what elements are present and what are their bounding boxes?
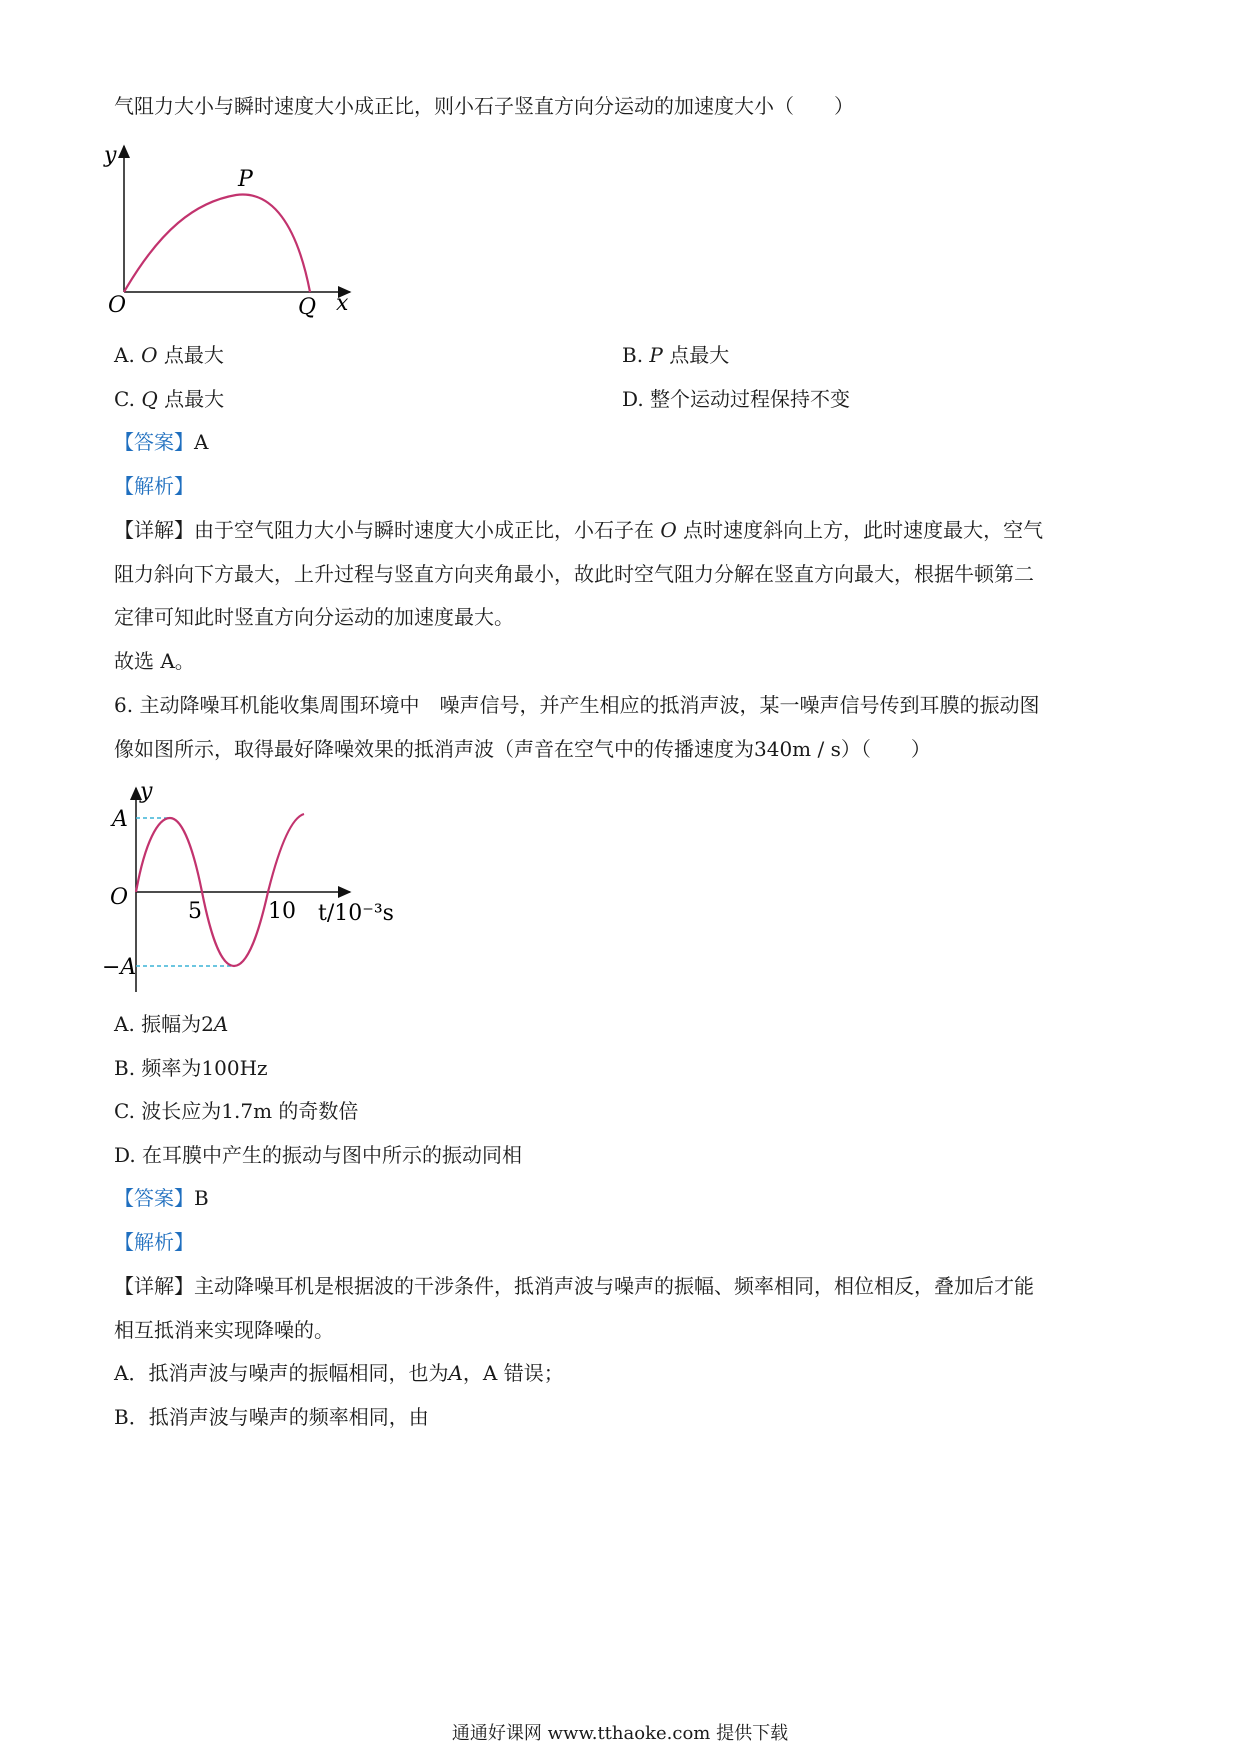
tick-10-label: 10 (268, 899, 296, 924)
point-q-label: Q (298, 295, 317, 320)
detail-text: 主动降噪耳机是根据波的干涉条件，抵消声波与噪声的振幅、频率相同，相位相反，叠加后才能 (194, 1274, 1034, 1298)
q5-conclusion: 故选 A。 (114, 649, 195, 673)
q6-option-d[interactable]: D. 在耳膜中产生的振动与图中所示的振动同相 (114, 1143, 523, 1167)
detail-text: 由于空气阻力大小与瞬时速度大小成正比，小石子在 (194, 518, 661, 542)
option-b-prefix: B. (622, 343, 650, 367)
x-axis-label: x (336, 291, 349, 316)
q6-detail-line-2: 相互抵消来实现降噪的。 (114, 1318, 334, 1342)
q5-option-b[interactable] (622, 341, 729, 369)
q6-item-b: B．抵消声波与噪声的频率相同，由 (114, 1405, 429, 1429)
t-axis-label: t/10⁻³s (318, 901, 394, 926)
option-d-prefix: D. (622, 387, 651, 411)
detail-tag: 【详解】 (114, 1274, 194, 1298)
origin-label: O (108, 293, 127, 318)
q6-stem-line-2: 像如图所示，取得最好降噪效果的抵消声波（声音在空气中的传播速度为340m / s）（ ） (114, 737, 931, 761)
option-a-text: A. 振幅为2 (114, 1012, 214, 1036)
sine-wave (136, 814, 304, 966)
origin-label: O (110, 885, 129, 910)
answer-value: B (194, 1186, 209, 1210)
answer-value: A (194, 430, 209, 454)
y-axis-label: y (140, 782, 153, 804)
neg-amplitude-label: −A (102, 955, 137, 980)
q5-option-c[interactable] (114, 385, 224, 413)
option-a-var: A (213, 1012, 229, 1036)
trajectory-curve (124, 195, 310, 292)
y-axis-label: y (104, 143, 117, 168)
tick-5-label: 5 (188, 899, 202, 924)
q6-detail-line-1 (114, 1272, 1034, 1300)
page-footer: 通通好课网 www.tthaoke.com 提供下载 (451, 1723, 789, 1744)
q6-option-a[interactable] (114, 1010, 228, 1038)
option-b-var: P (649, 343, 663, 367)
q6-vibration-figure (100, 782, 440, 1022)
q5-option-d[interactable] (622, 385, 850, 413)
option-a-prefix: A. (114, 343, 142, 367)
detail-tag: 【详解】 (114, 518, 194, 542)
q5-detail-line-2: 阻力斜向下方最大，上升过程与竖直方向夹角最小，故此时空气阻力分解在竖直方向最大，根据牛顿第二 (114, 562, 1034, 586)
amplitude-label: A (112, 807, 128, 832)
option-d-text: 整个运动过程保持不变 (650, 387, 851, 411)
item-a-text-cont: ，A 错误； (462, 1361, 564, 1385)
answer-tag: 【答案】 (114, 430, 194, 454)
q5-answer (114, 428, 208, 456)
q5-analysis-tag: 【解析】 (114, 474, 194, 498)
option-c-prefix: C. (114, 387, 142, 411)
q5-detail-line-3: 定律可知此时竖直方向分运动的加速度最大。 (114, 605, 514, 629)
option-c-text: 点最大 (157, 387, 225, 411)
option-c-var: Q (141, 387, 158, 411)
answer-tag: 【答案】 (114, 1186, 194, 1210)
q5-trajectory-figure (100, 140, 380, 330)
q6-analysis-tag: 【解析】 (114, 1230, 194, 1254)
option-a-text: 点最大 (157, 343, 224, 367)
item-a-text: A．抵消声波与噪声的振幅相同，也为 (114, 1361, 449, 1385)
option-a-var: O (141, 343, 158, 367)
detail-text-cont: 点时速度斜向上方，此时速度最大，空气 (676, 518, 1044, 542)
q6-stem-line-1: 6. 主动降噪耳机能收集周围环境中 噪声信号，并产生相应的抵消声波，某一噪声信号传到耳膜的振动图 (114, 693, 1040, 717)
q6-option-c[interactable]: C. 波长应为1.7m 的奇数倍 (114, 1099, 359, 1123)
q5-detail-line-1 (114, 516, 1043, 544)
q6-item-a (114, 1359, 564, 1387)
detail-var: O (660, 518, 677, 542)
q5-intro: 气阻力大小与瞬时速度大小成正比，则小石子竖直方向分运动的加速度大小（ ） (114, 94, 854, 118)
item-a-var: A (448, 1361, 463, 1385)
q6-option-b[interactable]: B. 频率为100Hz (114, 1056, 268, 1080)
q5-option-a[interactable] (114, 341, 224, 369)
q6-answer (114, 1184, 209, 1212)
point-p-label: P (238, 167, 253, 192)
option-b-text: 点最大 (662, 343, 730, 367)
